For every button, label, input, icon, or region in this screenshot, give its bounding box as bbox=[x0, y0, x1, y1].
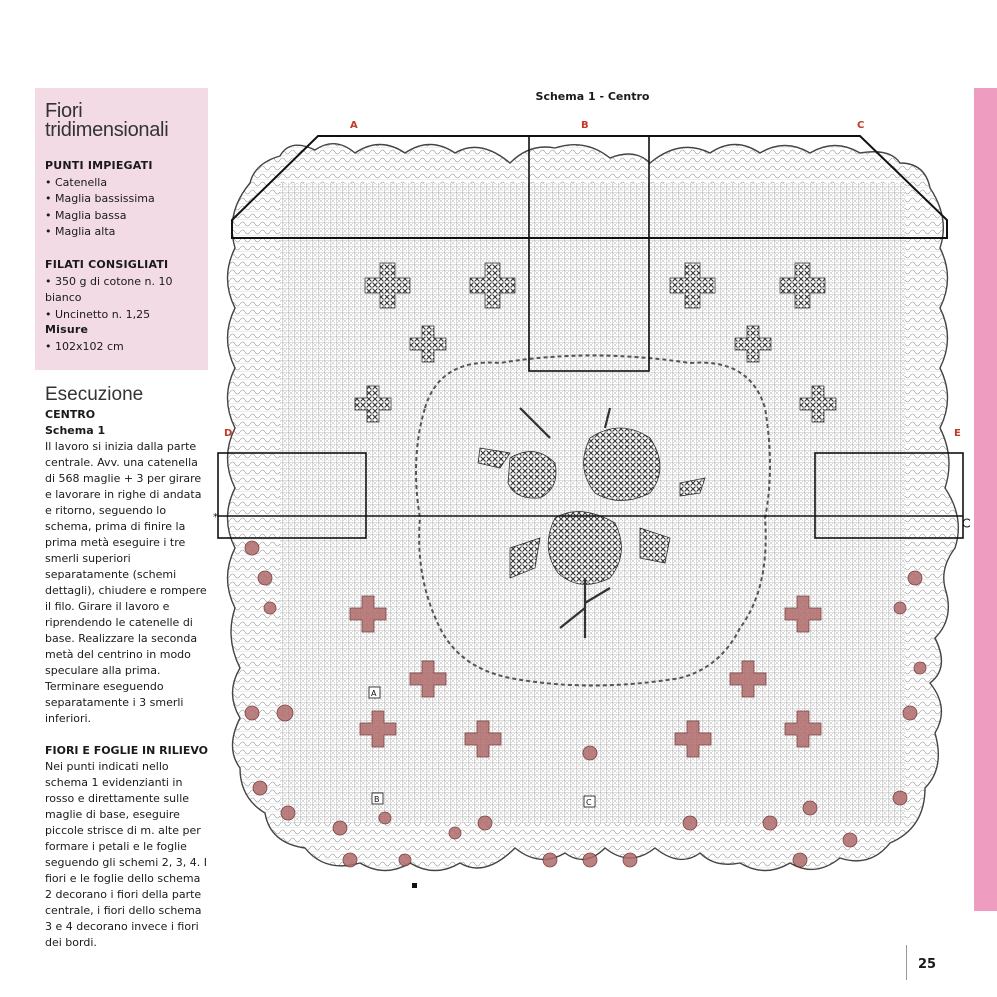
end-square-icon bbox=[412, 883, 417, 888]
esecuzione-title: Esecuzione bbox=[45, 384, 144, 405]
schema-heading: Schema 1 bbox=[45, 424, 106, 437]
punti-item: • Maglia bassissima bbox=[45, 192, 155, 205]
centro-heading: CENTRO bbox=[45, 408, 96, 421]
box-label-a: A bbox=[371, 689, 377, 698]
centro-paragraph: Il lavoro si inizia dalla parte centrale. Avv. una catenella di 568 maglie + 3 per girare e lavorare in righe di andata e ritorno, seguendo lo schema, prima di finire la prima metà eseguire i tre smerli superiori separatamente (schemi dettagli), chiudere e rompere il filo. Girare il lavoro e riprendendo le catenelle di base. Realizzare la seconda metà del centrino in modo speculare alla prima. Terminare eseguendo separatamente i 3 smerli inferiori. bbox=[45, 440, 207, 725]
misure-item: • 102x102 cm bbox=[45, 339, 124, 353]
side-tab-strip bbox=[974, 88, 997, 911]
fiori-heading: FIORI E FOGLIE IN RILIEVO bbox=[45, 744, 209, 757]
page-number: 25 bbox=[918, 957, 937, 972]
filati-item: • 350 g di cotone n. 10 bianco bbox=[45, 274, 173, 304]
start-asterisk: * bbox=[213, 512, 218, 523]
box-label-c: C bbox=[586, 798, 592, 807]
punti-heading: PUNTI IMPIEGATI bbox=[45, 159, 153, 172]
punti-item: • Catenella bbox=[45, 175, 108, 189]
label-d: D bbox=[224, 428, 233, 439]
instructions bbox=[45, 385, 210, 951]
end-marker-icon bbox=[963, 519, 970, 527]
filati-heading: FILATI CONSIGLIATI bbox=[45, 258, 169, 271]
punti-section bbox=[45, 158, 155, 241]
crochet-chart bbox=[210, 108, 970, 898]
label-b: B bbox=[581, 120, 589, 131]
materials-box bbox=[35, 88, 208, 370]
label-e: E bbox=[954, 428, 961, 439]
box-label-b: B bbox=[374, 795, 380, 804]
page-divider bbox=[906, 945, 907, 980]
label-c: C bbox=[857, 120, 865, 131]
punti-item: • Maglia bassa bbox=[45, 208, 127, 222]
misure-section bbox=[45, 322, 124, 355]
pattern-title: Fiori tridimensionali bbox=[45, 100, 169, 141]
fiori-paragraph: Nei punti indicati nello schema 1 evidenzianti in rosso e direttamente sulle maglie di base, eseguire piccole strisce di m. alte per formare i petali e le foglie seguendo gli schemi 2, 3, 4. I fiori e le foglie dello schema 2 decorano i fiori della parte centrale, i fiori dello schema 3 e 4 decorano invece i fiori dei bordi. bbox=[45, 760, 207, 949]
label-a: A bbox=[350, 120, 358, 131]
chart-title: Schema 1 - Centro bbox=[535, 90, 650, 103]
misure-heading: Misure bbox=[45, 323, 89, 336]
filati-item: • Uncinetto n. 1,25 bbox=[45, 307, 151, 321]
filati-section bbox=[45, 257, 208, 323]
punti-item: • Maglia alta bbox=[45, 225, 116, 238]
